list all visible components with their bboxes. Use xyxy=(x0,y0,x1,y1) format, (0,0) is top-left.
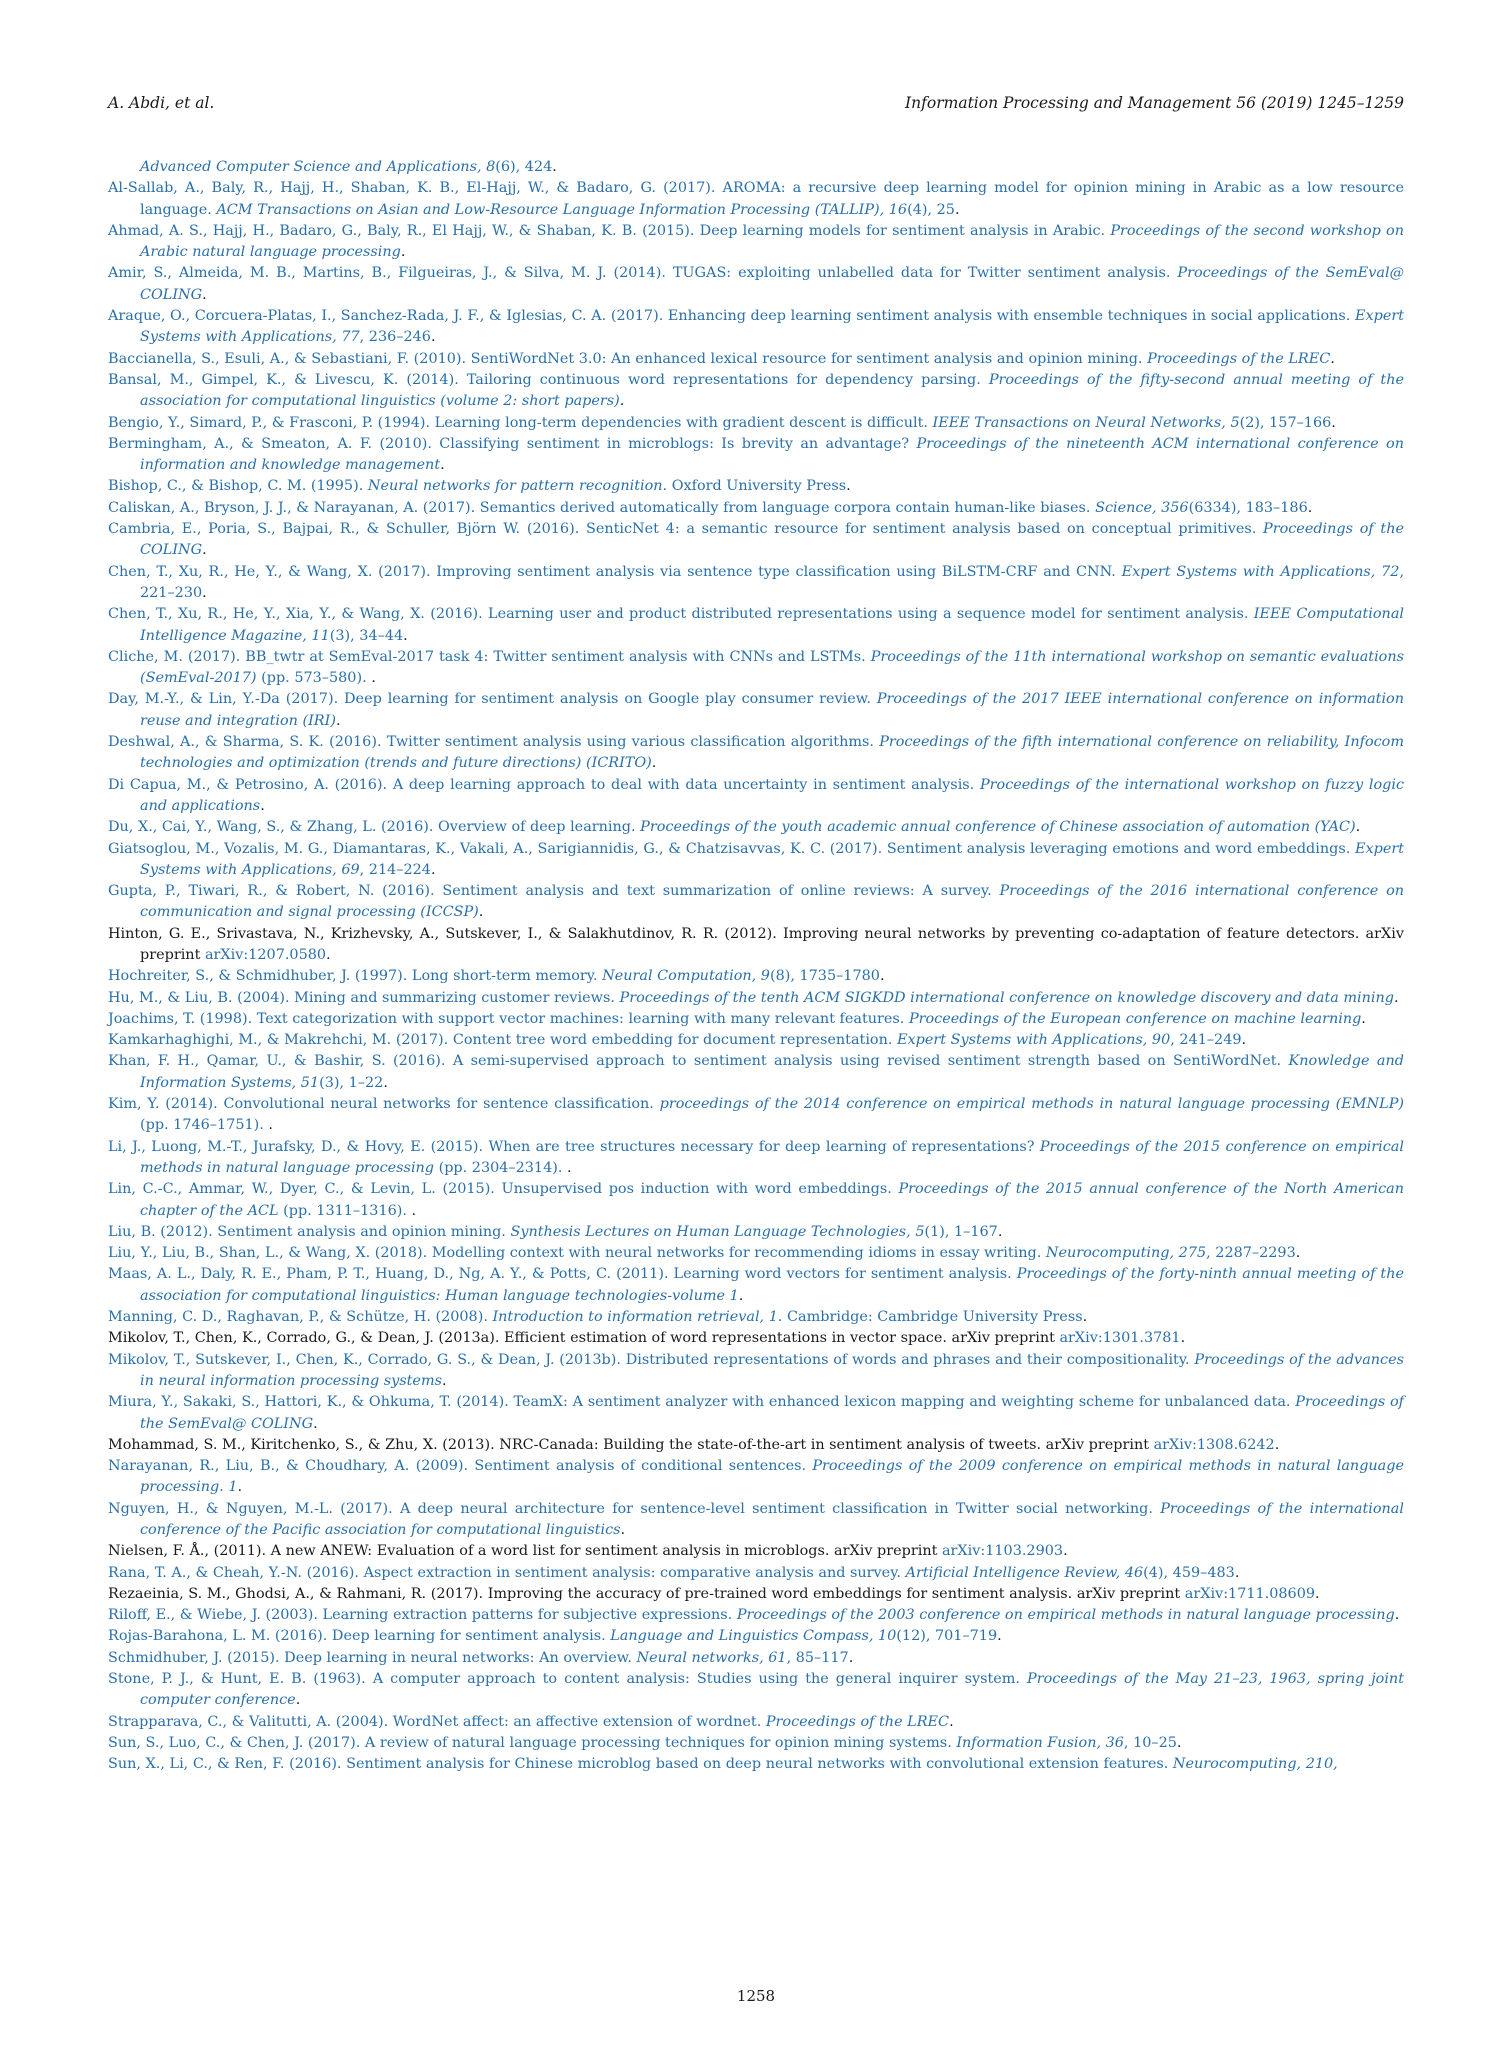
reference-tail: . xyxy=(1361,1010,1366,1027)
reference-item[interactable] xyxy=(108,1030,1404,1051)
reference-venue[interactable]: Proceedings of the youth academic annual conference of Chinese association of automation (YAC) xyxy=(640,819,1356,836)
header-authors: A. Abdi, et al. xyxy=(108,94,215,112)
reference-tail: . xyxy=(949,1713,954,1730)
reference-text[interactable]: , 241–249 xyxy=(1170,1032,1242,1049)
reference-item[interactable] xyxy=(108,1243,1404,1264)
reference-text[interactable]: Ahmad, A. S., Hajj, H., Badaro, G., Baly, R., El Hajj, W., & Shaban, K. B. (2015). Deep learning models for sentiment analysis in Arabic. xyxy=(108,222,1111,239)
reference-text[interactable]: Kim, Y. (2014). Convolutional neural networks for sentence classification. xyxy=(108,1096,660,1113)
reference-text[interactable]: Cliche, M. (2017). BB_twtr at SemEval-2017 task 4: Twitter sentiment analysis with CNNs and LSTMs. xyxy=(108,648,871,665)
reference-item[interactable] xyxy=(108,413,1404,434)
reference-item[interactable] xyxy=(108,1712,1404,1733)
reference-item xyxy=(108,924,1404,967)
reference-item[interactable] xyxy=(108,1605,1404,1626)
reference-item[interactable] xyxy=(108,775,1404,818)
reference-venue[interactable]: Proceedings of the SemEval@ COLING xyxy=(140,1394,1405,1432)
reference-text[interactable]: Hu, M., & Liu, B. (2004). Mining and summarizing customer reviews. xyxy=(108,989,620,1006)
reference-venue[interactable]: Proceedings of the SemEval@ COLING xyxy=(140,265,1404,303)
reference-tail: . xyxy=(1082,1309,1088,1326)
reference-tail: . xyxy=(879,968,885,985)
reference-tail: . xyxy=(260,797,265,814)
reference-tail: . xyxy=(202,542,207,559)
reference-tail: . xyxy=(383,1074,388,1091)
reference-item xyxy=(108,1435,1404,1456)
reference-text[interactable]: Rojas-Barahona, L. M. (2016). Deep learning for sentiment analysis. xyxy=(108,1628,611,1645)
reference-text[interactable]: Araque, O., Corcuera-Platas, I., Sanchez-Rada, J. F., & Iglesias, C. A. (2017). Enhancing deep learning sentiment analysis with ensemble techniques in social applications. xyxy=(108,308,1355,325)
reference-venue[interactable]: Proceedings of the 11th international workshop on semantic evaluations (SemEval-2017) xyxy=(140,648,1404,687)
reference-text[interactable]: Joachims, T. (1998). Text categorization with support vector machines: learning with many relevant features. xyxy=(108,1010,909,1027)
reference-item[interactable] xyxy=(108,1648,1404,1669)
reference-item[interactable] xyxy=(108,1307,1404,1328)
reference-item[interactable] xyxy=(108,689,1404,732)
reference-text[interactable]: Du, X., Cai, Y., Wang, S., & Zhang, L. (2016). Overview of deep learning. xyxy=(108,819,641,836)
reference-venue[interactable]: Proceedings of the forty-ninth annual meeting of the association for computational linguistics: Human language technologies-volume 1 xyxy=(140,1266,1404,1304)
reference-item[interactable] xyxy=(108,434,1404,477)
reference-venue[interactable]: Information Fusion, 36 xyxy=(956,1734,1124,1751)
reference-text[interactable]: (4), 459–483 xyxy=(1143,1564,1235,1581)
reference-text[interactable]: , 221–230 xyxy=(140,563,1405,601)
reference-tail: . xyxy=(567,1159,572,1176)
reference-item[interactable] xyxy=(108,1264,1404,1307)
reference-tail: . xyxy=(326,946,331,963)
reference-tail: . xyxy=(313,1415,318,1432)
reference-venue[interactable]: Neurocomputing, 275 xyxy=(1045,1245,1207,1262)
reference-text[interactable]: , 85–117 xyxy=(786,1649,849,1666)
reference-text[interactable]: Day, M.-Y., & Lin, Y.-Da (2017). Deep learning for sentiment analysis on Google play consumer review. xyxy=(108,691,877,708)
reference-tail: . xyxy=(1394,989,1399,1006)
reference-item[interactable] xyxy=(108,881,1404,924)
reference-text[interactable]: (4), 25 xyxy=(907,201,955,218)
reference-text[interactable]: Giatsoglou, M., Vozalis, M. G., Diamantaras, K., Vakali, A., Sarigiannidis, G., & Chatzisavvas, K. C. (2017). Sentiment analysis leveraging emotions and word embeddings. xyxy=(108,840,1355,857)
reference-item[interactable] xyxy=(108,263,1404,306)
reference-item[interactable] xyxy=(108,1626,1404,1647)
reference-tail: . xyxy=(400,244,406,261)
reference-venue[interactable]: Proceedings of the international workshop on fuzzy logic and applications xyxy=(140,776,1404,814)
reference-tail: . xyxy=(997,1628,1002,1645)
reference-venue[interactable]: Proceedings of the 2015 annual conference of the North American chapter of the ACL xyxy=(140,1181,1404,1219)
reference-venue[interactable]: Science, 356 xyxy=(1095,499,1189,516)
reference-text[interactable]: Kamkarhaghighi, M., & Makrehchi, M. (2017). Content tree word embedding for document representation. xyxy=(108,1032,898,1049)
reference-text: Mikolov, T., Chen, K., Corrado, G., & Dean, J. (2013a). Efficient estimation of word representations in vector space. arXiv preprint xyxy=(108,1330,1060,1347)
reference-item[interactable] xyxy=(108,306,1404,349)
reference-venue[interactable]: Proceedings of the 2009 conference on empirical methods in natural language processing. 1 xyxy=(140,1458,1404,1496)
reference-item[interactable] xyxy=(108,604,1404,647)
reference-venue[interactable]: IEEE Transactions on Neural Networks, 5 xyxy=(932,414,1240,431)
reference-text[interactable]: Amir, S., Almeida, M. B., Martins, B., Filgueiras, J., & Silva, M. J. (2014). TUGAS: exploiting unlabelled data for Twitter sentiment analysis. xyxy=(108,265,1178,282)
reference-text[interactable]: Di Capua, M., & Petrosino, A. (2016). A deep learning approach to deal with data uncertainty in sentiment analysis. xyxy=(108,776,980,793)
reference-text[interactable]: Chen, T., Xu, R., He, Y., Xia, Y., & Wang, X. (2016). Learning user and product distributed representations using a sequence model for sentiment analysis. xyxy=(108,606,1254,623)
reference-text[interactable]: Bengio, Y., Simard, P., & Frasconi, P. (1994). Learning long-term dependencies with gradient descent is difficult. xyxy=(108,414,933,431)
reference-text[interactable]: (8), 1735–1780 xyxy=(769,968,880,985)
reference-tail: . xyxy=(1295,1245,1301,1262)
reference-text[interactable]: , 2287–2293 xyxy=(1206,1245,1296,1262)
arxiv-link[interactable]: arXiv:1711.08609 xyxy=(1184,1585,1316,1602)
reference-venue[interactable]: Proceedings of the 2003 conference on empirical methods in natural language processing xyxy=(736,1607,1395,1624)
reference-venue[interactable]: IEEE Computational Intelligence Magazine, 11 xyxy=(140,606,1405,644)
reference-tail: . xyxy=(295,1692,301,1709)
reference-venue[interactable]: Proceedings of the second workshop on Arabic natural language processing xyxy=(140,222,1404,261)
reference-tail: . xyxy=(738,1287,744,1304)
reference-venue[interactable]: Proceedings of the nineteenth ACM international conference on information and knowledge management xyxy=(140,435,1404,474)
reference-item[interactable] xyxy=(108,1222,1404,1243)
reference-text[interactable]: Miura, Y., Sakaki, S., Hattori, K., & Ohkuma, T. (2014). TeamX: A sentiment analyzer with enhanced lexicon mapping and weighting scheme for unbalanced data. xyxy=(108,1394,1296,1411)
reference-tail: . xyxy=(1331,414,1336,431)
reference-venue[interactable]: Knowledge and Information Systems, 51 xyxy=(140,1053,1404,1091)
reference-venue[interactable]: Proceedings of the May 21–23, 1963, spring joint computer conference xyxy=(140,1671,1404,1709)
reference-tail: . xyxy=(552,159,557,175)
reference-text[interactable]: Caliskan, A., Bryson, J. J., & Narayanan, A. (2017). Semantics derived automatically from language corpora contain human-like biases. xyxy=(108,499,1096,516)
reference-tail: . xyxy=(1330,350,1335,367)
reference-text[interactable]: Nguyen, H., & Nguyen, M.-L. (2017). A deep neural architecture for sentence-level sentiment classification in Twitter social networking. xyxy=(108,1500,1161,1517)
reference-tail: . xyxy=(440,457,445,474)
reference-text: Rezaeinia, S. M., Ghodsi, A., & Rahmani, R. (2017). Improving the accuracy of pre-trained word embeddings for sentiment analysis. arXiv preprint xyxy=(108,1585,1185,1602)
reference-text[interactable]: , 236–246 xyxy=(359,329,431,346)
reference-text[interactable]: Liu, Y., Liu, B., Shan, L., & Wang, X. (2018). Modelling context with neural networks for recommending idioms in essay writing. xyxy=(108,1245,1046,1262)
reference-item[interactable] xyxy=(108,966,1404,987)
reference-venue[interactable]: Proceedings of the COLING xyxy=(140,521,1404,559)
reference-text[interactable]: Gupta, P., Tiwari, R., & Robert, N. (2016). Sentiment analysis and text summarization of online reviews: A survey. xyxy=(108,883,1000,900)
reference-text: Hinton, G. E., Srivastava, N., Krizhevsky, A., Sutskever, I., & Salakhutdinov, R. R. (2012). Improving neural networks by preventing co-adaptation of feature detectors. arXiv preprint xyxy=(108,925,1404,963)
reference-item[interactable] xyxy=(108,1563,1404,1584)
reference-text[interactable]: Bishop, C., & Bishop, C. M. (1995). xyxy=(108,478,368,495)
reference-item[interactable] xyxy=(108,817,1404,838)
reference-venue[interactable]: Expert Systems with Applications, 77 xyxy=(140,308,1404,346)
reference-text[interactable]: Deshwal, A., & Sharma, S. K. (2016). Twitter sentiment analysis using various classification algorithms. xyxy=(108,734,880,751)
reference-venue[interactable]: Introduction to information retrieval, 1 xyxy=(492,1309,778,1326)
reference-item[interactable] xyxy=(108,562,1404,605)
reference-text[interactable]: Strapparava, C., & Valitutti, A. (2004). WordNet affect: an affective extension of wordnet. xyxy=(108,1713,766,1730)
reference-tail: . xyxy=(1241,1032,1247,1049)
reference-item[interactable] xyxy=(108,732,1404,775)
reference-item[interactable] xyxy=(108,178,1404,221)
reference-text[interactable]: Bermingham, A., & Smeaton, A. F. (2010). Classifying sentiment in microblogs: Is brevity an advantage? xyxy=(108,435,917,452)
reference-item[interactable] xyxy=(108,519,1404,562)
reference-list xyxy=(108,157,1404,1776)
reference-tail: . xyxy=(371,670,376,687)
reference-tail: . xyxy=(202,584,207,601)
reference-text[interactable]: Narayanan, R., Liu, B., & Choudhary, A. (2009). Sentiment analysis of conditional sentences. xyxy=(108,1458,813,1475)
reference-text[interactable]: (pp. 1311–1316). xyxy=(278,1202,412,1219)
reference-text[interactable]: Cambria, E., Poria, S., Bajpai, R., & Schuller, Björn W. (2016). SenticNet 4: a semantic resource for sentiment analysis based on conceptual primitives. xyxy=(108,521,1264,538)
reference-tail: . xyxy=(619,393,625,410)
reference-venue[interactable]: Neural networks, 61 xyxy=(636,1649,787,1666)
reference-text[interactable]: Mikolov, T., Sutskever, I., Chen, K., Corrado, G. S., & Dean, J. (2013b). Distributed representations of words and phrases and their compositionality. xyxy=(108,1351,1195,1368)
reference-venue[interactable]: proceedings of the 2014 conference on empirical methods in natural language processing (EMNLP) xyxy=(659,1096,1404,1113)
reference-text[interactable]: Maas, A. L., Daly, R. E., Pham, P. T., Huang, D., Ng, A. Y., & Potts, C. (2011). Learning word vectors for sentiment analysis. xyxy=(108,1266,1017,1283)
reference-tail: . xyxy=(1315,1585,1320,1602)
reference-text[interactable]: . Cambridge: Cambridge University Press xyxy=(777,1309,1083,1326)
reference-venue[interactable]: Proceedings of the fifty-second annual meeting of the association for computational linguistics (volume 2: short papers) xyxy=(140,371,1404,410)
reference-text[interactable]: (3), 1–22 xyxy=(319,1074,384,1091)
reference-item[interactable] xyxy=(108,1094,1404,1137)
reference-tail: . xyxy=(1394,1607,1400,1624)
reference-venue[interactable]: ACM Transactions on Asian and Low-Resource Language Information Processing (TALLIP), 16 xyxy=(216,201,908,218)
reference-text: Mohammad, S. M., Kiritchenko, S., & Zhu, X. (2013). NRC-Canada: Building the state-of-the-art in sentiment analysis of tweets. arXiv preprint xyxy=(108,1436,1154,1453)
reference-text[interactable]: (pp. 2304–2314). xyxy=(434,1159,567,1176)
reference-tail: . xyxy=(430,861,436,878)
reference-item[interactable] xyxy=(108,988,1404,1009)
reference-item[interactable] xyxy=(108,839,1404,882)
reference-item[interactable] xyxy=(108,1754,1404,1775)
header-journal: Information Processing and Management 56 (2019) 1245–1259 xyxy=(905,94,1404,112)
reference-venue[interactable]: Proceedings of the tenth ACM SIGKDD international conference on knowledge discovery and data mining xyxy=(619,989,1394,1006)
reference-text[interactable]: (6334), 183–186 xyxy=(1188,499,1308,516)
reference-text[interactable]: Oxford University Press xyxy=(667,478,847,495)
reference-item[interactable] xyxy=(108,1051,1404,1094)
reference-text[interactable]: (12), 701–719 xyxy=(896,1628,998,1645)
reference-venue[interactable]: Proceedings of the 2015 conference on empirical methods in natural language processing xyxy=(140,1138,1404,1176)
reference-venue[interactable]: Proceedings of the 2017 IEEE international conference on information reuse and integration (IRI) xyxy=(140,691,1404,729)
reference-venue[interactable]: Expert Systems with Applications, 69 xyxy=(140,840,1404,878)
reference-tail: . xyxy=(1176,1734,1182,1751)
reference-tail: . xyxy=(478,904,484,921)
reference-tail: . xyxy=(620,1522,626,1538)
reference-item[interactable] xyxy=(108,1137,1404,1180)
reference-text[interactable]: Liu, B. (2012). Sentiment analysis and opinion mining. xyxy=(108,1223,511,1240)
reference-tail: . xyxy=(651,755,657,772)
reference-tail: . xyxy=(846,478,851,495)
reference-text[interactable]: Baccianella, S., Esuli, A., & Sebastiani, F. (2010). SentiWordNet 3.0: An enhanced lexical resource for sentiment analysis and opinion mining. xyxy=(108,350,1148,367)
reference-tail: . xyxy=(1307,499,1313,516)
reference-item[interactable] xyxy=(108,1499,1404,1542)
reference-text[interactable]: Sun, S., Luo, C., & Chen, J. (2017). A review of natural language processing techniques for opinion mining systems. xyxy=(108,1734,957,1751)
reference-text[interactable]: Sun, X., Li, C., & Ren, F. (2016). Sentiment analysis for Chinese microblog based on deep neural networks with convolutional extension features. xyxy=(108,1756,1173,1773)
reference-text[interactable]: Lin, C.-C., Ammar, W., Dyer, C., & Levin, L. (2015). Unsupervised pos induction with word embeddings. xyxy=(108,1181,899,1198)
reference-item[interactable] xyxy=(108,1392,1404,1435)
reference-text[interactable]: Stone, P. J., & Hunt, E. B. (1963). A computer approach to content analysis: Studies using the general inquirer system. xyxy=(108,1671,1028,1688)
reference-venue[interactable]: Expert Systems with Applications, 90 xyxy=(897,1032,1171,1049)
reference-text[interactable]: Al-Sallab, A., Baly, R., Hajj, H., Shaban, K. B., El-Hajj, W., & Badaro, G. (2017). AROMA: a recursive deep learning model for opinion mining in Arabic as a low resource language. xyxy=(108,180,1404,218)
reference-venue[interactable]: Expert Systems with Applications, 72 xyxy=(1121,563,1400,580)
reference-text[interactable]: Rana, T. A., & Cheah, Y.-N. (2016). Aspect extraction in sentiment analysis: comparative analysis and survey. xyxy=(108,1564,906,1581)
reference-text[interactable]: , 214–224 xyxy=(359,861,431,878)
reference-tail: . xyxy=(997,1223,1003,1240)
reference-item xyxy=(108,1584,1404,1605)
reference-item[interactable] xyxy=(108,476,1404,497)
reference-item[interactable] xyxy=(108,1179,1404,1222)
reference-text[interactable]: Manning, C. D., Raghavan, P., & Schütze, H. (2008). xyxy=(108,1309,493,1326)
reference-tail: . xyxy=(441,1372,447,1389)
reference-text[interactable]: (1), 1–167 xyxy=(924,1223,998,1240)
reference-item[interactable] xyxy=(108,1456,1404,1499)
reference-venue[interactable]: Proceedings of the 2016 international conference on communication and signal processing (ICCSP) xyxy=(140,883,1405,921)
reference-tail: . xyxy=(1180,1330,1186,1347)
reference-venue[interactable]: Proceedings of the LREC xyxy=(765,1713,950,1730)
reference-text[interactable]: Li, J., Luong, M.-T., Jurafsky, D., & Hovy, E. (2015). When are tree structures necessary for deep learning of representations? xyxy=(108,1138,1040,1155)
reference-venue[interactable]: Proceedings of the fifth international conference on reliability, Infocom technologies and optimization (trends and future directions) (ICRITO) xyxy=(140,734,1404,772)
reference-venue[interactable]: Neural Computation, 9 xyxy=(602,968,770,985)
reference-text[interactable]: (pp. 573–580). xyxy=(256,670,372,687)
reference-venue[interactable]: Proceedings of the LREC xyxy=(1147,350,1331,367)
reference-venue[interactable]: Synthesis Lectures on Human Language Technologies, 5 xyxy=(510,1223,925,1240)
reference-text[interactable]: (2), 157–166 xyxy=(1239,414,1332,431)
reference-tail: . xyxy=(1234,1564,1240,1581)
reference-venue[interactable]: Neurocomputing, 210, xyxy=(1172,1756,1338,1773)
reference-tail: . xyxy=(403,627,408,644)
page-number: 1258 xyxy=(736,1987,776,2005)
reference-item[interactable] xyxy=(108,1733,1404,1754)
reference-text[interactable]: Khan, F. H., Qamar, U., & Bashir, S. (2016). A semi-supervised approach to sentiment analysis using revised sentiment strength based on SentiWordNet. xyxy=(108,1053,1289,1070)
reference-item[interactable] xyxy=(108,498,1404,519)
reference-item xyxy=(108,1541,1404,1562)
reference-item[interactable] xyxy=(108,370,1404,413)
reference-text[interactable]: Riloff, E., & Wiebe, J. (2003). Learning extraction patterns for subjective expressions. xyxy=(108,1607,737,1624)
reference-tail: . xyxy=(237,1479,243,1496)
reference-venue[interactable]: Proceedings of the advances in neural information processing systems xyxy=(140,1351,1404,1389)
reference-tail: . xyxy=(335,712,341,729)
reference-tail: . xyxy=(411,1202,417,1219)
reference-item[interactable] xyxy=(108,349,1404,370)
running-header xyxy=(108,94,1404,118)
arxiv-link[interactable]: arXiv:1301.3781 xyxy=(1059,1330,1181,1347)
arxiv-link[interactable]: arXiv:1103.2903 xyxy=(941,1543,1064,1560)
reference-item[interactable] xyxy=(108,1669,1404,1712)
arxiv-link[interactable]: arXiv:1308.6242 xyxy=(1153,1436,1275,1453)
reference-text[interactable]: (6), 424 xyxy=(495,159,553,175)
reference-item[interactable] xyxy=(108,221,1404,264)
reference-venue[interactable]: Proceedings of the European conference on machine learning xyxy=(908,1010,1362,1027)
reference-text[interactable]: , 10–25 xyxy=(1123,1734,1177,1751)
reference-venue[interactable]: Advanced Computer Science and Applications, 8 xyxy=(140,159,496,175)
reference-item xyxy=(108,1328,1404,1349)
reference-tail: . xyxy=(954,201,960,218)
reference-tail: . xyxy=(1274,1436,1280,1453)
reference-text[interactable]: (3), 34–44 xyxy=(329,627,404,644)
reference-text[interactable]: Schmidhuber, J. (2015). Deep learning in neural networks: An overview. xyxy=(108,1649,637,1666)
reference-item[interactable] xyxy=(108,647,1404,690)
reference-venue[interactable]: Proceedings of the international conference of the Pacific association for computational linguistics xyxy=(140,1500,1404,1538)
reference-text[interactable]: (pp. 1746–1751). xyxy=(140,1117,269,1134)
reference-tail: . xyxy=(430,329,436,346)
reference-item[interactable] xyxy=(108,1009,1404,1030)
reference-venue[interactable]: Artificial Intelligence Review, 46 xyxy=(905,1564,1144,1581)
reference-tail: . xyxy=(202,286,207,303)
reference-tail: . xyxy=(268,1117,273,1134)
reference-item[interactable] xyxy=(108,1350,1404,1393)
reference-venue[interactable]: Language and Linguistics Compass, 10 xyxy=(610,1628,897,1645)
reference-text[interactable]: Hochreiter, S., & Schmidhuber, J. (1997). Long short-term memory. xyxy=(108,968,603,985)
reference-text[interactable]: Chen, T., Xu, R., He, Y., & Wang, X. (2017). Improving sentiment analysis via sentence type classification using BiLSTM-CRF and CNN. xyxy=(108,563,1122,580)
reference-text[interactable]: Bansal, M., Gimpel, K., & Livescu, K. (2014). Tailoring continuous word representations for dependency parsing. xyxy=(108,371,989,388)
reference-tail: . xyxy=(848,1649,854,1666)
arxiv-link[interactable]: arXiv:1207.0580 xyxy=(204,946,327,963)
reference-item[interactable] xyxy=(108,157,1404,178)
reference-tail: . xyxy=(1063,1543,1068,1560)
reference-tail: . xyxy=(1355,819,1361,836)
reference-text: Nielsen, F. Å., (2011). A new ANEW: Evaluation of a word list for sentiment analysis in microblogs. arXiv preprint xyxy=(108,1543,942,1560)
reference-venue[interactable]: Neural networks for pattern recognition. xyxy=(367,478,668,495)
